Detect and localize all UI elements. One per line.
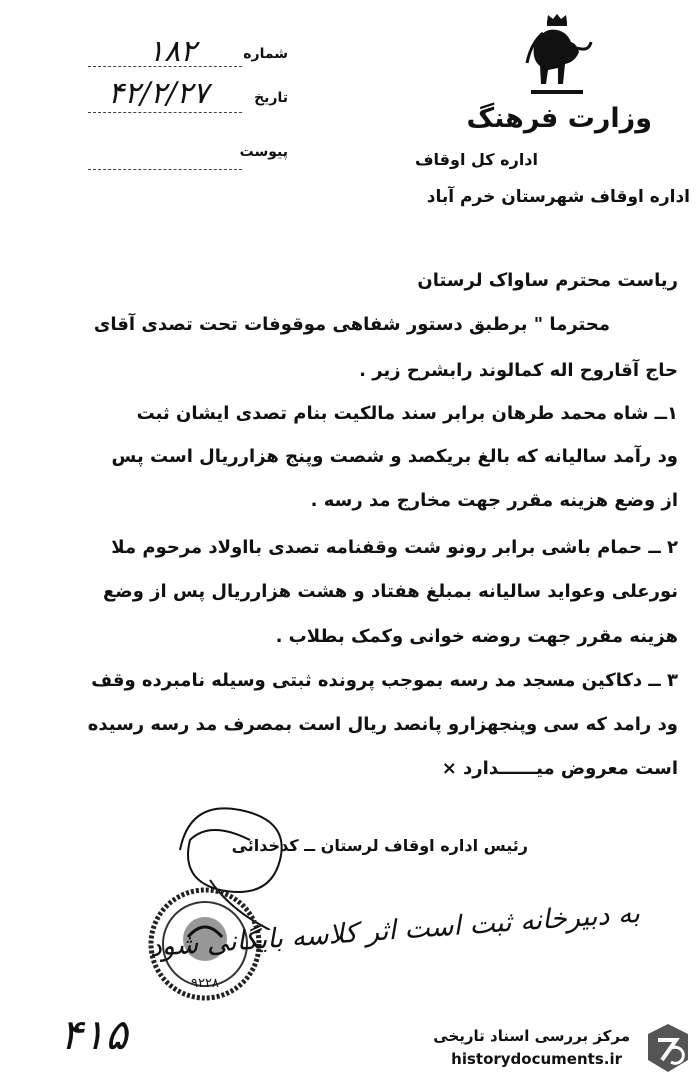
body-line: ۱ــ شاه محمد طرهان برابر سند مالکیت بنام تصدی ایشان ثبت — [136, 403, 678, 424]
lion-and-sun-crest-icon — [517, 8, 597, 103]
archive-logo-icon — [644, 1022, 692, 1074]
body-line: از وضع هزينه مقرر جهت مخارج مد رسه . — [310, 490, 678, 511]
ministry-title: وزارت فرهنگ — [466, 103, 652, 134]
signatory-title: رئيس اداره اوقاف لرستان ــ کدخدائی — [231, 836, 528, 855]
body-line: است معروض ميــــــدارد × — [441, 758, 678, 779]
date-underline — [88, 112, 242, 113]
body-line: محترما " برطبق دستور شفاهی موقوفات تحت تصدی آقای — [93, 314, 610, 335]
attachment-label: پیوست — [239, 144, 288, 160]
attachment-field — [88, 138, 288, 168]
body-line: هزينه مقرر جهت روضه خوانی وکمک بطلاب . — [275, 626, 678, 647]
body-line: نورعلی وعوايد ساليانه بمبلغ هفتاد و هشت هزارريال پس از وضع — [103, 581, 678, 602]
attachment-underline — [88, 169, 242, 170]
number-label: شماره — [243, 46, 288, 62]
department-name: اداره کل اوقاف — [414, 150, 538, 169]
number-value: ۱۸۲ — [148, 34, 197, 69]
page-number: ۴۱۵ — [60, 1010, 128, 1059]
office-name: اداره اوقاف شهرستان خرم آباد — [426, 187, 690, 207]
body-line: ود رامد که سی وپنجهزارو پانصد ريال است بمصرف مد رسه رسيده — [87, 714, 678, 735]
watermark-name: مرکز بررسی اسناد تاریخی — [433, 1027, 630, 1045]
number-field — [88, 34, 288, 72]
body-line: ۳ ــ دکاکين مسجد مد رسه بموجب پرونده ثبتی وسيله نامبرده وقف — [91, 670, 678, 691]
date-field — [88, 76, 288, 118]
date-label: تاریخ — [254, 90, 288, 106]
date-value: ۴۲/۲/۲۷ — [108, 76, 209, 111]
body-line: ۲ ــ حمام باشی برابر رونو شت وقفنامه تصدی بااولاد مرحوم ملا — [111, 537, 678, 558]
body-line: حاج آقاروح اله کمالوند رابشرح زیر . — [359, 360, 678, 381]
body-line: ود رآمد ساليانه که بالغ بريکصد و شصت وپنج هزارريال است پس — [111, 446, 678, 467]
handwritten-note: به دبیرخانه ثبت است اثر کلاسه بايگانی شود — [148, 897, 641, 964]
seal-number: ۹۲۲۸ — [191, 976, 219, 991]
addressee: ریاست محترم ساواک لرستان — [417, 270, 678, 291]
watermark-url: historydocuments.ir — [451, 1050, 622, 1068]
